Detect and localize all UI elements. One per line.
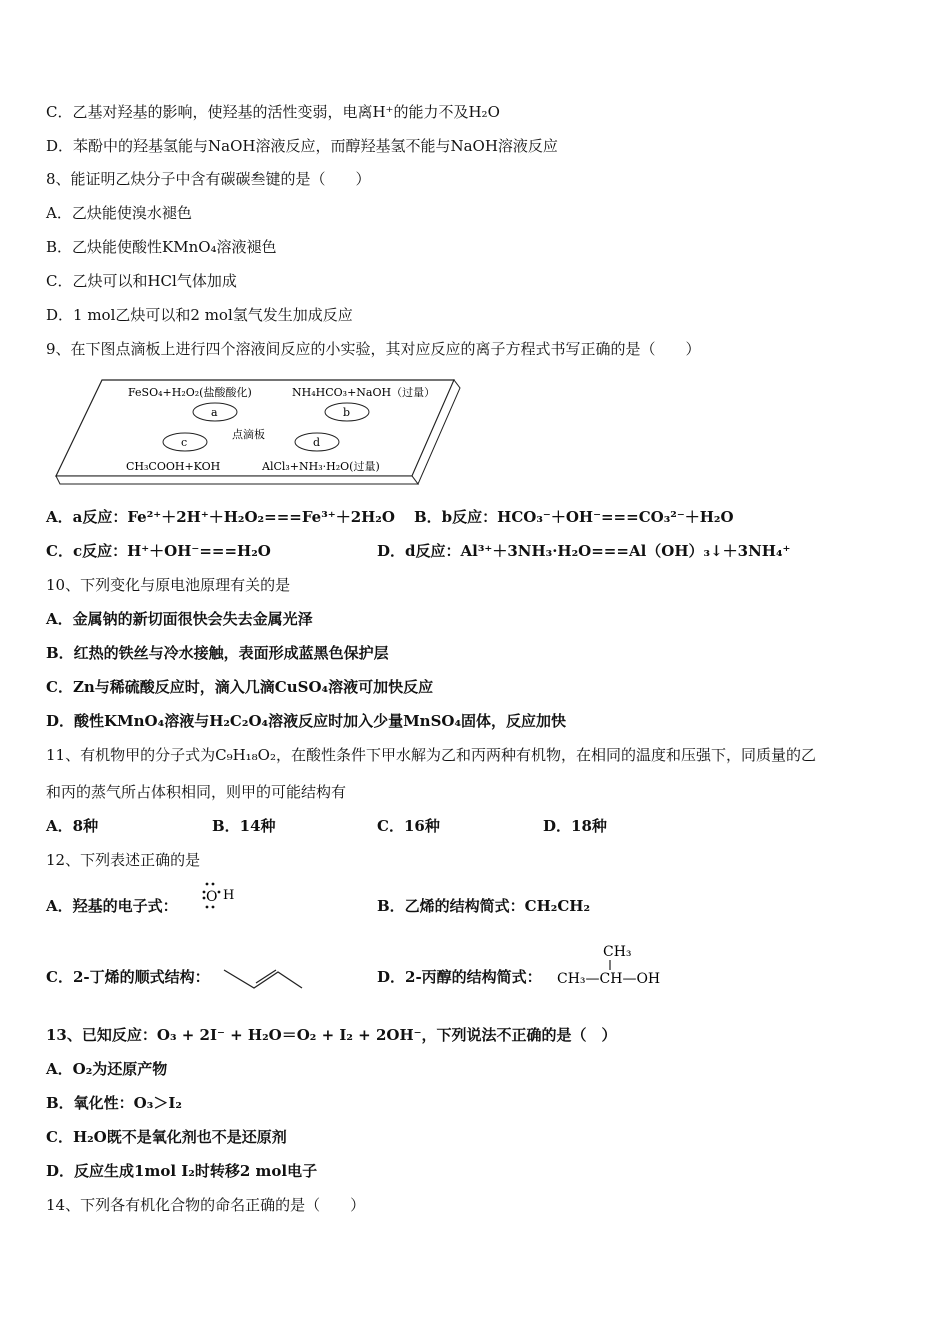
option-d-phenol: D．苯酚中的羟基氢能与NaOH溶液反应，而醇羟基氢不能与NaOH溶液反应 [46,137,558,155]
q11-option-d: D．18种 [543,817,607,835]
q12-option-c: C．2-丁烯的顺式结构： [46,968,210,986]
q13-option-d: D．反应生成1mol I₂时转移2 mol电子 [46,1162,318,1180]
q13-option-b: B．氧化性：O₃＞I₂ [46,1094,182,1112]
q13-stem: 13、已知反应：O₃ + 2I⁻ + H₂O＝O₂ + I₂ + 2OH⁻，下列说法不正确的是（ ） [46,1026,617,1044]
q8-option-d: D．1 mol乙炔可以和2 mol氢气发生加成反应 [46,306,353,324]
q14-stem: 14、下列各有机化合物的命名正确的是（ ） [46,1196,366,1214]
q12-option-a: A．羟基的电子式： [46,897,178,915]
q10-option-a: A．金属钠的新切面很快会失去金属光泽 [46,610,313,628]
option-c-ethyl: C．乙基对羟基的影响，使羟基的活性变弱，电离H⁺的能力不及H₂O [46,103,500,121]
q10-option-d: D．酸性KMnO₄溶液与H₂C₂O₄溶液反应时加入少量MnSO₄固体，反应加快 [46,712,567,730]
plate-label-c: CH₃COOH+KOH [126,460,221,473]
q9-option-d: D．d反应：Al³⁺＋3NH₃·H₂O===Al（OH）₃↓＋3NH₄⁺ [377,542,791,560]
q12-option-b: B．乙烯的结构简式：CH₂CH₂ [377,897,591,915]
spot-plate-figure [52,376,462,486]
q11-stem-line1: 11、有机物甲的分子式为C₉H₁₈O₂，在酸性条件下甲水解为乙和丙两种有机物，在相同的温度和压强下，同质量的乙 [46,746,816,764]
q12-stem: 12、下列表述正确的是 [46,851,201,869]
cis-2-butene-skeletal [222,966,304,992]
q8-option-b: B．乙炔能使酸性KMnO₄溶液褪色 [46,238,277,256]
propanol-main-chain: CH₃—CH—OH [557,971,661,987]
q11-option-a: A．8种 [46,817,99,835]
q10-option-c: C．Zn与稀硫酸反应时，滴入几滴CuSO₄溶液可加快反应 [46,678,434,696]
hydrogen-symbol: H [223,888,235,903]
oxygen-symbol: O [206,889,218,905]
q8-option-a: A．乙炔能使溴水褪色 [46,204,192,222]
plate-label-d: AlCl₃+NH₃·H₂O(过量) [262,460,380,473]
plate-label-a: FeSO₄+H₂O₂(盐酸酸化) [128,386,252,399]
2-propanol-structure [555,940,675,990]
q8-stem: 8、能证明乙炔分子中含有碳碳叁键的是（ ） [46,170,371,188]
plate-center-label: 点滴板 [232,428,265,441]
q8-option-c: C．乙炔可以和HCl气体加成 [46,272,237,290]
q9-stem: 9、在下图点滴板上进行四个溶液间反应的小实验，其对应反应的离子方程式书写正确的是（ ） [46,340,701,358]
q10-option-b: B．红热的铁丝与冷水接触，表面形成蓝黑色保护层 [46,644,389,662]
plate-label-b: NH₄HCO₃+NaOH（过量） [292,386,436,399]
q11-stem-line2: 和丙的蒸气所占体积相同，则甲的可能结构有 [46,783,347,801]
q11-option-c: C．16种 [377,817,440,835]
well-d-label: d [313,436,321,449]
q9-option-a: A．a反应：Fe²⁺＋2H⁺＋H₂O₂===Fe³⁺＋2H₂O [46,508,395,526]
q12-option-d: D．2-丙醇的结构简式： [377,968,542,986]
q13-option-a: A．O₂为还原产物 [46,1060,168,1078]
q11-option-b: B．14种 [212,817,276,835]
well-a-label: a [211,406,218,419]
well-c-label: c [181,436,188,449]
q13-option-c: C．H₂O既不是氧化剂也不是还原剂 [46,1128,287,1146]
well-b-label: b [343,406,351,419]
methyl-top: CH₃ [603,944,632,960]
hydroxyl-electron-formula [198,880,240,912]
q9-option-c: C．c反应：H⁺＋OH⁻===H₂O [46,542,271,560]
q10-stem: 10、下列变化与原电池原理有关的是 [46,576,291,594]
q9-option-b: B．b反应：HCO₃⁻＋OH⁻===CO₃²⁻＋H₂O [414,508,734,526]
